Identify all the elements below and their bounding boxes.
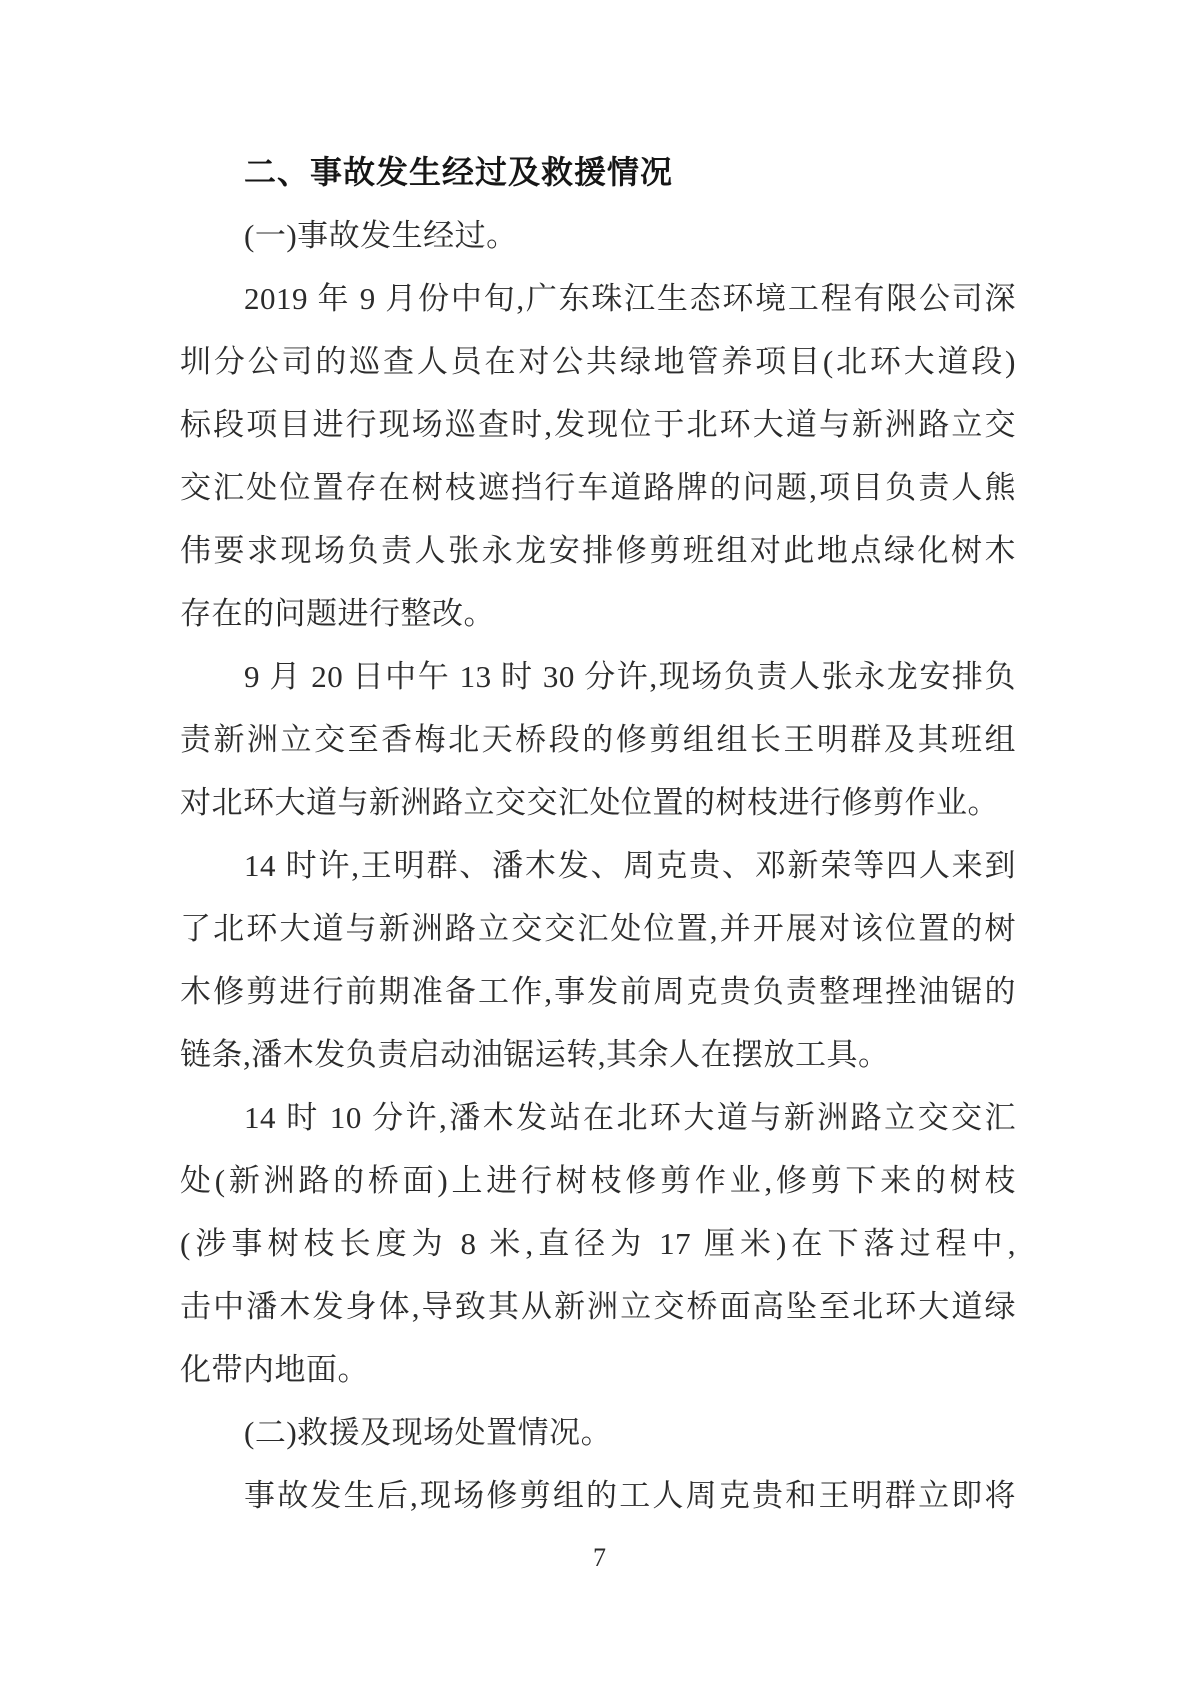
body-text-line: 击中潘木发身体,导致其从新洲立交桥面高坠至北环大道绿 (180, 1289, 1016, 1324)
body-text-line: 14 时 10 分许,潘木发站在北环大道与新洲路立交交汇 (244, 1100, 1016, 1135)
page-number: 7 (593, 1543, 606, 1572)
body-text-line: 对北环大道与新洲路立交交汇处位置的树枝进行修剪作业。 (180, 785, 999, 820)
body-text-line: 标段项目进行现场巡查时,发现位于北环大道与新洲路立交 (180, 407, 1016, 442)
body-text-line: 存在的问题进行整改。 (180, 596, 495, 631)
body-text-line: 化带内地面。 (180, 1352, 369, 1387)
body-text-line: 链条,潘木发负责启动油锯运转,其余人在摆放工具。 (180, 1037, 890, 1072)
body-text-line: (一)事故发生经过。 (244, 218, 518, 253)
body-text-line: (二)救援及现场处置情况。 (244, 1415, 613, 1450)
body-text-line: 2019 年 9 月份中旬,广东珠江生态环境工程有限公司深 (244, 281, 1016, 316)
section-heading: 二、事故发生经过及救援情况 (244, 154, 674, 190)
body-text-line: 14 时许,王明群、潘木发、周克贵、邓新荣等四人来到 (244, 848, 1016, 883)
body-text-line: 9 月 20 日中午 13 时 30 分许,现场负责人张永龙安排负 (244, 659, 1016, 694)
body-text-line: 了北环大道与新洲路立交交汇处位置,并开展对该位置的树 (180, 911, 1016, 946)
body-text-line: (涉事树枝长度为 8 米,直径为 17 厘米)在下落过程中, (180, 1226, 1016, 1261)
body-text-line: 处(新洲路的桥面)上进行树枝修剪作业,修剪下来的树枝 (180, 1163, 1016, 1198)
body-text-line: 伟要求现场负责人张永龙安排修剪班组对此地点绿化树木 (180, 533, 1016, 568)
body-text-line: 交汇处位置存在树枝遮挡行车道路牌的问题,项目负责人熊 (180, 470, 1016, 505)
body-text-line: 责新洲立交至香梅北天桥段的修剪组组长王明群及其班组 (180, 722, 1016, 757)
body-text-line: 圳分公司的巡查人员在对公共绿地管养项目(北环大道段) (180, 344, 1016, 379)
body-text-line: 事故发生后,现场修剪组的工人周克贵和王明群立即将 (244, 1478, 1016, 1513)
body-text-line: 木修剪进行前期准备工作,事发前周克贵负责整理挫油锯的 (180, 974, 1016, 1009)
document-content (180, 141, 1016, 1527)
